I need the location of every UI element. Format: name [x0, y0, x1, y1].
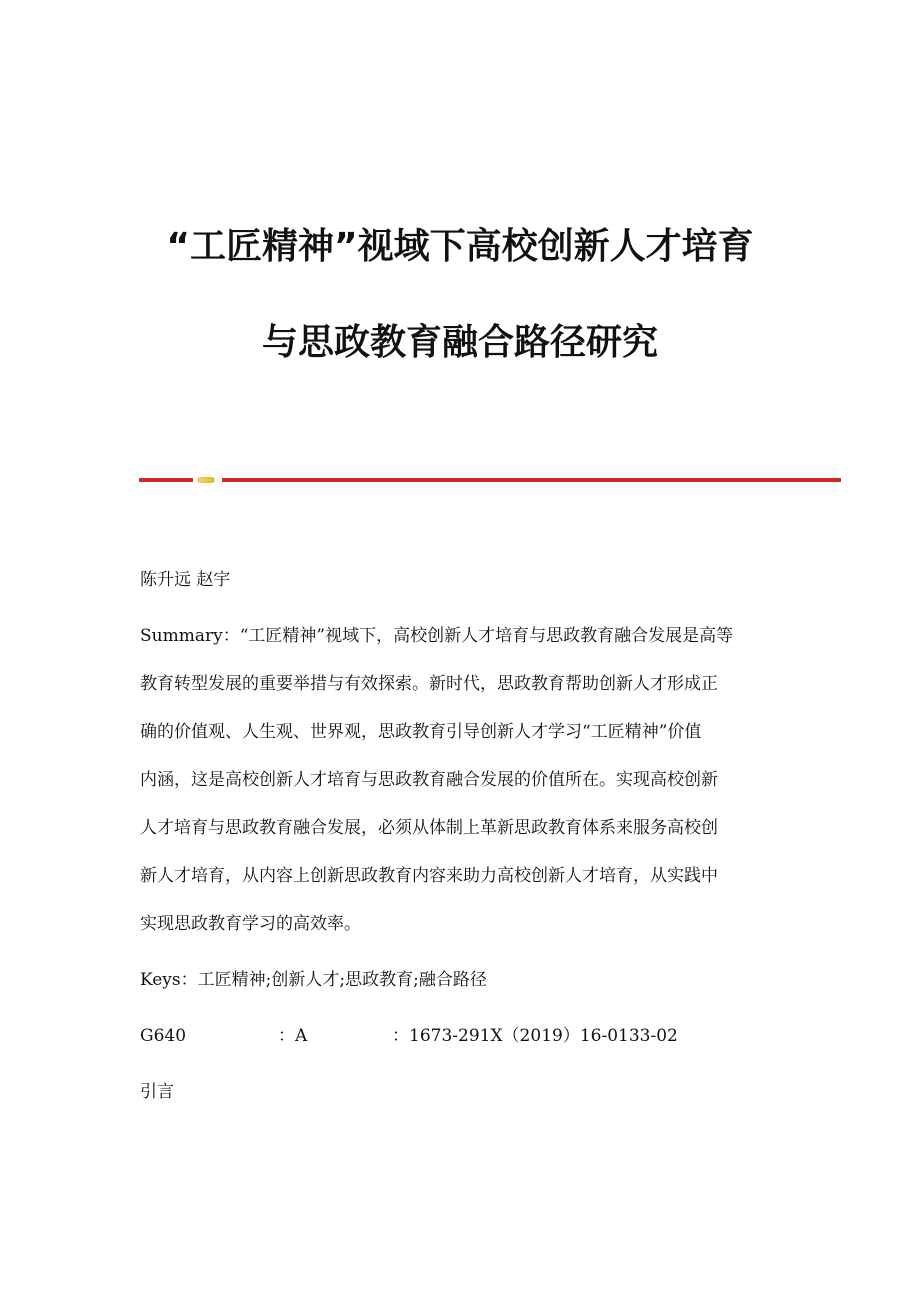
summary-line: Summary：“工匠精神”视域下，高校创新人才培育与思政教育融合发展是高等 [140, 626, 734, 646]
article-number: ：1673-291X（2019）16-0133-02 [392, 1026, 678, 1046]
summary-line: 教育转型发展的重要举措与有效探索。新时代，思政教育帮助创新人才形成正 [140, 674, 718, 694]
page-title-line-1: “工匠精神”视域下高校创新人才培育 [166, 226, 754, 267]
summary-line: 人才培育与思政教育融合发展，必须从体制上革新思政教育体系来服务高校创 [140, 818, 718, 838]
intro-heading: 引言 [140, 1082, 174, 1102]
summary-line: 新人才培育，从内容上创新思政教育内容来助力高校创新人才培育，从实践中 [140, 866, 718, 886]
authors: 陈升远 赵宇 [140, 570, 231, 590]
title-divider [139, 477, 841, 483]
keywords: Keys：工匠精神;创新人才;思政教育;融合路径 [140, 970, 487, 990]
summary-line: 内涵，这是高校创新人才培育与思政教育融合发展的价值所在。实现高校创新 [140, 770, 718, 790]
classification-code: G640 [140, 1026, 187, 1046]
page-title-line-2: 与思政教育融合路径研究 [261, 322, 658, 363]
summary-line: 实现思政教育学习的高效率。 [140, 914, 361, 934]
summary-line: 确的价值观、人生观、世界观，思政教育引导创新人才学习“工匠精神”价值 [140, 722, 702, 742]
divider-ornament-icon [197, 477, 215, 483]
document-code: ：A [278, 1026, 308, 1046]
divider-bar-left [139, 478, 193, 482]
divider-bar-right [222, 478, 841, 482]
